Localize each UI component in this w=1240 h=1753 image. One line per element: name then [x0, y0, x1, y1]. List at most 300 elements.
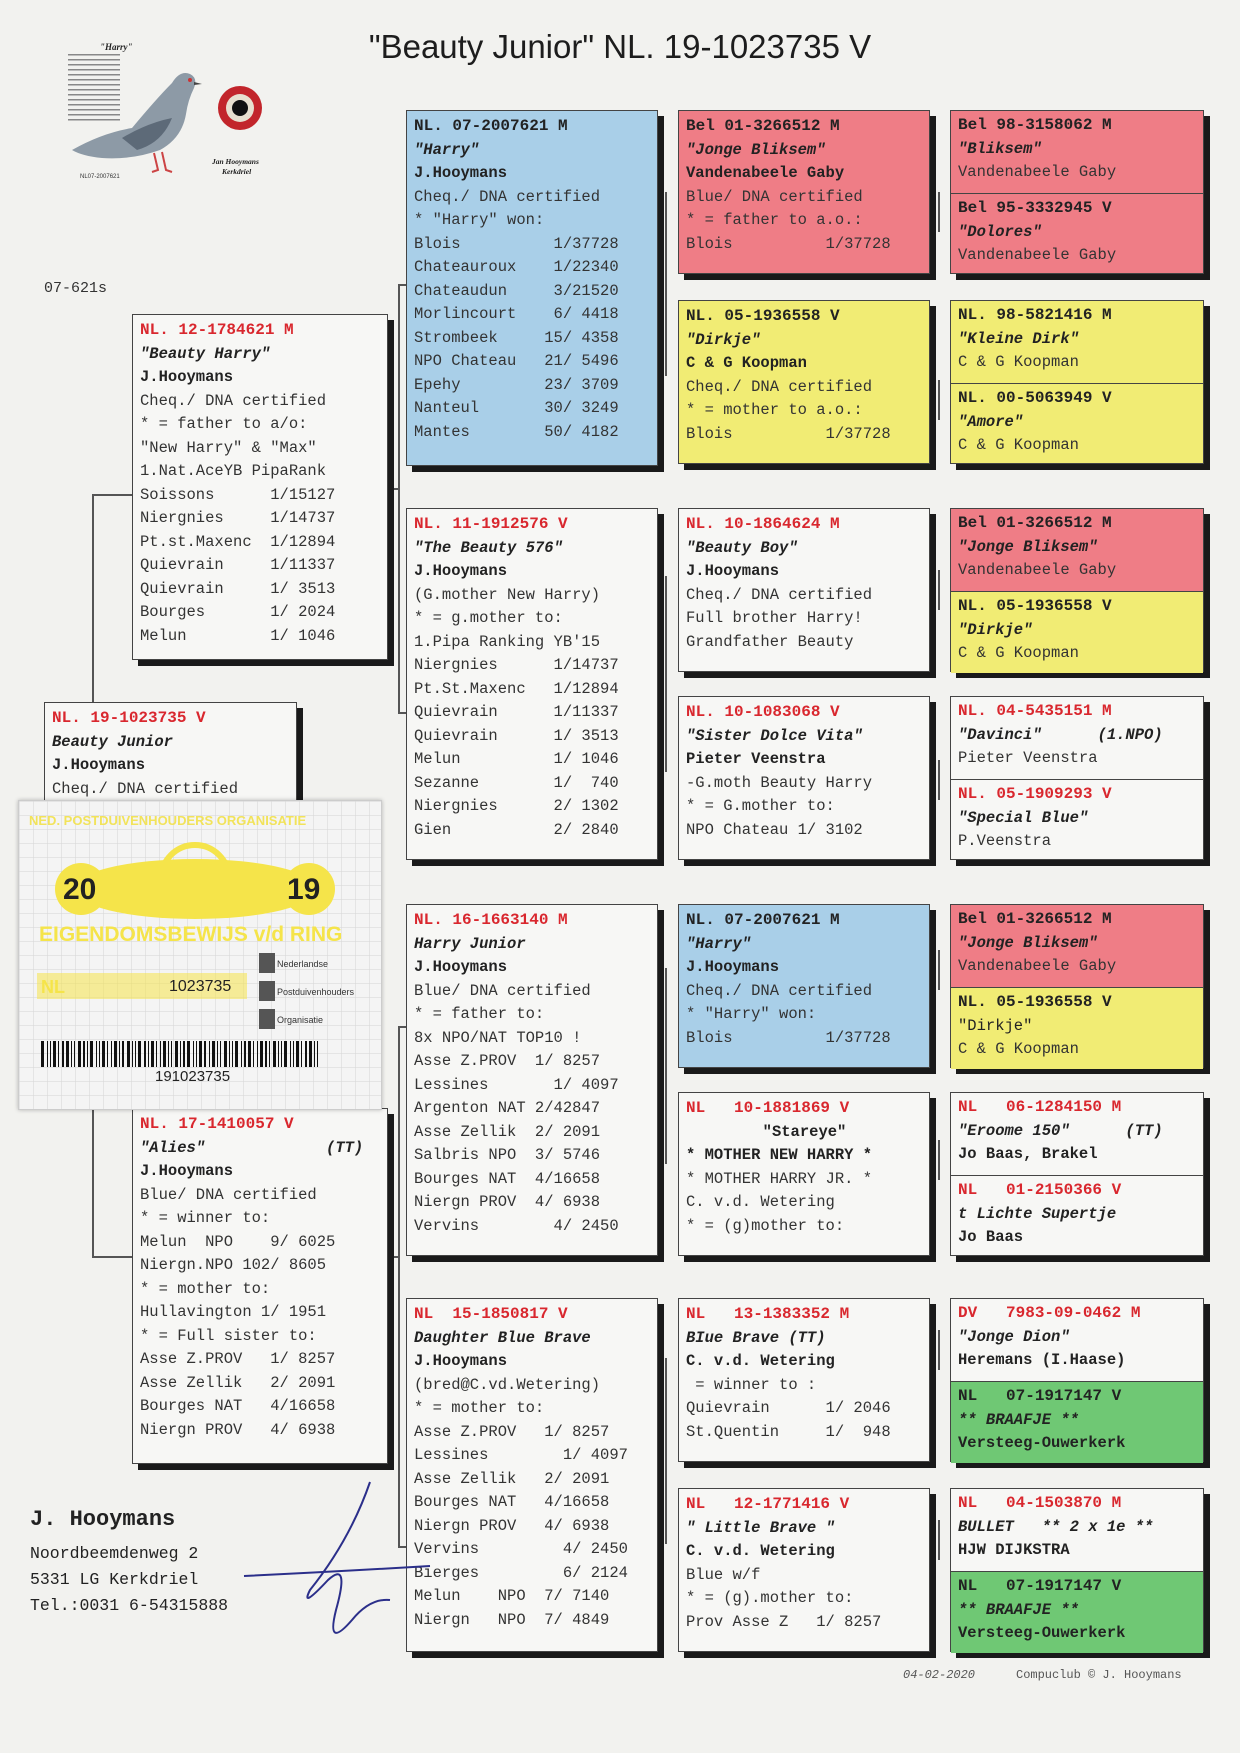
grandparent-result: Niergnies 2/ 1302	[414, 797, 619, 815]
pigeon-logo	[62, 38, 282, 198]
ancestor-note: * = (g)mother to:	[686, 1216, 845, 1235]
sire-ring: NL. 12-1784621 M	[140, 321, 294, 339]
ancestor-name: "Davinci" (1.NPO)	[958, 725, 1163, 744]
grandparent-owner: J.Hooymans	[414, 958, 508, 976]
grandparent-result: Niergn NPO 7/ 4849	[414, 1610, 610, 1629]
ancestor-owner: P.Veenstra	[958, 832, 1052, 850]
barcode-bar	[278, 1041, 279, 1067]
grandparent-result: Gien 2/ 2840	[414, 820, 619, 839]
barcode-bar	[122, 1041, 124, 1067]
dam-result: Asse Z.PROV 1/ 8257	[140, 1350, 336, 1368]
ancestor-note: Blue w/f	[686, 1565, 761, 1584]
barcode-bar	[47, 1041, 48, 1067]
ancestor-ring: NL. 05-1909293 V	[958, 785, 1112, 803]
dam-result: Hullavington 1/ 1951	[140, 1303, 327, 1321]
grandparent-note: 8x NPO/NAT TOP10 !	[414, 1028, 582, 1047]
ancestor-ring: Bel 01-3266512 M	[686, 117, 840, 135]
grandparent-result: Bierges 6/ 2124	[414, 1563, 628, 1582]
ancestor-ring: NL 10-1881869 V	[686, 1099, 850, 1117]
ancestor-name: "Harry"	[686, 934, 752, 953]
barcode-bar	[114, 1041, 117, 1067]
ancestor-ring: Bel 01-3266512 M	[958, 910, 1112, 928]
grandparent-note: * = mother to:	[414, 1399, 545, 1417]
barcode-bar	[96, 1041, 97, 1067]
barcode-bar	[317, 1041, 318, 1067]
dam-box	[132, 1108, 388, 1464]
barcode-bar	[204, 1041, 206, 1067]
connector-line	[92, 494, 132, 496]
ancestor-name: t Lichte Supertje	[958, 1204, 1117, 1223]
ancestor-owner: HJW DIJKSTRA	[958, 1541, 1070, 1559]
ancestor-owner: Vandenabeele Gaby	[958, 561, 1117, 579]
barcode-bar	[50, 1041, 51, 1067]
grandparent-result: Melun NPO 7/ 7140	[414, 1587, 610, 1605]
ring-number: 1023735	[169, 978, 232, 995]
grandparent-note: * = father to:	[414, 1005, 545, 1023]
dam-result: Bourges NAT 4/16658	[140, 1397, 336, 1415]
barcode-bar	[148, 1041, 149, 1067]
logo-ring: NL07-2007621	[80, 174, 120, 180]
barcode-bar	[168, 1041, 169, 1067]
grandparent-result: Argenton NAT 2/42847	[414, 1099, 601, 1117]
ring-heading: EIGENDOMSBEWIJS v/d RING	[39, 923, 343, 946]
ancestor-owner: Heremans (I.Haase)	[958, 1351, 1126, 1369]
ancestor-ring: NL. 10-1083068 V	[686, 703, 840, 721]
grandparent-result: Lessines 1/ 4097	[414, 1075, 619, 1094]
ancestor-owner: J.Hooymans	[686, 958, 780, 976]
pigeon-note: Cheq./ DNA certified	[52, 779, 239, 798]
grandparent-note: (G.mother New Harry)	[414, 585, 601, 604]
ancestor-name: "Dolores"	[958, 222, 1042, 241]
barcode-bar	[171, 1041, 172, 1067]
logo-bird-name: "Harry"	[100, 42, 133, 52]
ancestor-ring: NL. 05-1936558 V	[958, 993, 1112, 1011]
grandparent-result: Asse Zellik 2/ 2091	[414, 1469, 610, 1488]
ancestor-name: "Kleine Dirk"	[958, 329, 1079, 348]
footer-date: 04-02-2020	[903, 1668, 976, 1682]
ancestor-result: Blois 1/37728	[686, 234, 891, 253]
barcode-bar	[301, 1041, 302, 1067]
barcode-bar	[257, 1041, 258, 1067]
ancestor-name: "Jonge Dion"	[958, 1327, 1070, 1346]
ancestor-note: Full brother Harry!	[686, 609, 863, 627]
ancestor-pair-box	[950, 904, 1204, 1068]
barcode-bar	[217, 1041, 218, 1067]
ancestor-owner: Versteeg-Ouwerkerk	[958, 1434, 1126, 1452]
dam-owner: J.Hooymans	[140, 1162, 234, 1180]
ancestor-result: Blois 1/37728	[686, 424, 891, 443]
grandparent-result: Nanteul 30/ 3249	[414, 399, 619, 417]
barcode-bar	[209, 1041, 210, 1067]
barcode-bar	[224, 1041, 227, 1067]
barcode-bar	[248, 1041, 251, 1067]
barcode-bar	[102, 1041, 105, 1067]
grandparent-result: Vervins 4/ 2450	[414, 1540, 628, 1558]
sire-result: Niergnies 1/14737	[140, 509, 336, 527]
grandparent-result: Mantes 50/ 4182	[414, 422, 619, 441]
grandparent-box	[406, 1298, 658, 1652]
sire-note: 1.Nat.AceYB PipaRank	[140, 462, 327, 480]
barcode-bar	[78, 1041, 81, 1067]
grandparent-result: Bourges NAT 4/16658	[414, 1169, 601, 1188]
barcode-bar	[62, 1041, 64, 1067]
barcode-bar	[83, 1041, 85, 1067]
grandparent-result: Salbris NPO 3/ 5746	[414, 1146, 601, 1164]
ancestor-note: * MOTHER HARRY JR. *	[686, 1169, 873, 1188]
ancestor-name: "Jonge Bliksem"	[958, 537, 1098, 556]
grandparent-ring: NL. 16-1663140 M	[414, 911, 568, 929]
ring-side-line: Postduivenhouders	[277, 987, 355, 997]
owner-name: J. Hooymans	[30, 1507, 176, 1532]
barcode-bar	[135, 1041, 136, 1067]
dam-name: "Alies" (TT)	[140, 1138, 364, 1157]
great-grandparent-box	[678, 508, 930, 672]
ancestor-result: Quievrain 1/ 2046	[686, 1399, 891, 1417]
sire-result: Soissons 1/15127	[140, 485, 336, 504]
ancestor-pair-box	[950, 110, 1204, 274]
barcode-bar	[156, 1041, 157, 1067]
dam-note: Blue/ DNA certified	[140, 1185, 317, 1204]
ancestor-pair-box	[950, 508, 1204, 672]
great-grandparent-box	[678, 300, 930, 464]
ancestor-ring: NL 06-1284150 M	[958, 1098, 1122, 1116]
dam-result: Niergn PROV 4/ 6938	[140, 1420, 336, 1439]
ancestor-ring: NL. 05-1936558 V	[686, 307, 840, 325]
barcode-bar	[253, 1041, 254, 1067]
ancestor-owner: Jo Baas	[958, 1228, 1024, 1246]
grandparent-box	[406, 508, 658, 860]
sire-box	[132, 314, 388, 660]
signature	[240, 1480, 440, 1670]
grandparent-result: Vervins 4/ 2450	[414, 1216, 619, 1235]
barcode-bar	[229, 1041, 230, 1067]
ancestor-result: St.Quentin 1/ 948	[686, 1422, 891, 1441]
barcode-bar	[163, 1041, 166, 1067]
ancestor-result: Blois 1/37728	[686, 1028, 891, 1047]
ancestor-name: ** BRAAFJE **	[958, 1410, 1079, 1429]
owner-block	[30, 1507, 228, 1619]
grandparent-result: Asse Z.PROV 1/ 8257	[414, 1052, 601, 1070]
barcode-bar	[127, 1041, 130, 1067]
barcode-bar	[284, 1041, 287, 1067]
ancestor-ring: NL 04-1503870 M	[958, 1494, 1122, 1512]
ancestor-note: * "Harry" won:	[686, 1005, 817, 1023]
grandparent-note: 1.Pipa Ranking YB'15	[414, 632, 601, 651]
ancestor-owner: Vandenabeele Gaby	[958, 163, 1117, 181]
barcode-bar	[232, 1041, 233, 1067]
barcode-bar	[265, 1041, 267, 1067]
grandparent-result: Sezanne 1/ 740	[414, 773, 619, 792]
sire-owner: J.Hooymans	[140, 368, 234, 386]
ancestor-owner: C & G Koopman	[958, 436, 1079, 454]
barcode-bar	[273, 1041, 276, 1067]
barcode-bar	[244, 1041, 246, 1067]
ancestor-ring: NL 12-1771416 V	[686, 1495, 850, 1513]
sire-result: Pt.st.Maxenc 1/12894	[140, 532, 336, 551]
barcode-bar	[41, 1041, 44, 1067]
ancestor-name: "Jonge Bliksem"	[958, 933, 1098, 952]
ring-side-line: Organisatie	[277, 1015, 324, 1025]
ancestor-note: Cheq./ DNA certified	[686, 377, 873, 396]
barcode-bar	[74, 1041, 75, 1067]
grandparent-owner: J.Hooymans	[414, 562, 508, 580]
barcode-bar	[293, 1041, 294, 1067]
ancestor-ring: NL. 07-2007621 M	[686, 911, 840, 929]
barcode-bar	[160, 1041, 161, 1067]
sire-note: * = father to a/o:	[140, 415, 308, 433]
ancestor-note: Cheq./ DNA certified	[686, 585, 873, 604]
ancestor-pair-box	[950, 1092, 1204, 1256]
ancestor-note: Grandfather Beauty	[686, 632, 854, 651]
ancestor-owner: Jo Baas, Brakel	[958, 1145, 1098, 1163]
ring-country: NL	[41, 977, 65, 997]
great-grandparent-box	[678, 1092, 930, 1256]
ancestor-note: * = father to a.o.:	[686, 211, 863, 229]
grandparent-name: "Harry"	[414, 140, 480, 159]
barcode-bar	[199, 1041, 202, 1067]
barcode-bar	[138, 1041, 141, 1067]
barcode-bar	[314, 1041, 315, 1067]
barcode-bar	[132, 1041, 133, 1067]
grandparent-result: Quievrain 1/11337	[414, 703, 619, 721]
grandparent-ring: NL 15-1850817 V	[414, 1305, 568, 1323]
barcode-bar	[241, 1041, 242, 1067]
ancestor-ring: NL 01-2150366 V	[958, 1181, 1122, 1199]
connector-line	[665, 192, 667, 376]
barcode-bar	[71, 1041, 72, 1067]
grandparent-note: Cheq./ DNA certified	[414, 187, 601, 206]
barcode-bar	[111, 1041, 112, 1067]
barcode-number: 191023735	[155, 1068, 231, 1085]
ancestor-owner: Vandenabeele Gaby	[958, 246, 1117, 264]
ring-side-line: Nederlandse	[277, 959, 329, 969]
barcode-bar	[175, 1041, 178, 1067]
ancestor-ring: NL. 10-1864624 M	[686, 515, 840, 533]
barcode-bar	[119, 1041, 120, 1067]
ancestor-owner: J.Hooymans	[686, 562, 780, 580]
ancestor-ring: NL. 04-5435151 M	[958, 702, 1112, 720]
sire-note: Cheq./ DNA certified	[140, 391, 327, 410]
pigeon-ring: NL. 19-1023735 V	[52, 709, 206, 727]
grandparent-note: * "Harry" won:	[414, 211, 545, 229]
pigeon-box	[44, 702, 297, 802]
ancestor-owner: Vandenabeele Gaby	[686, 164, 845, 182]
owner-phone: Tel.:0031 6-54315888	[30, 1596, 229, 1615]
barcode-bar	[180, 1041, 181, 1067]
ancestor-name: "Sister Dolce Vita"	[686, 726, 863, 745]
ring-certificate	[18, 800, 382, 1110]
grandparent-result: Niergn PROV 4/ 6938	[414, 1516, 610, 1535]
ancestor-note: -G.moth Beauty Harry	[686, 773, 873, 792]
barcode-bar	[99, 1041, 100, 1067]
ancestor-name: "Dirkje"	[958, 620, 1033, 639]
logo-breeder: Jan Hooymans	[212, 157, 259, 166]
grandparent-ring: NL. 11-1912576 V	[414, 515, 568, 533]
barcode-bar	[235, 1041, 238, 1067]
grandparent-owner: J.Hooymans	[414, 164, 508, 182]
ancestor-owner: Vandenabeele Gaby	[958, 957, 1117, 975]
ancestor-name: "Special Blue"	[958, 808, 1089, 827]
ancestor-owner: C & G Koopman	[686, 354, 807, 372]
grandparent-result: Niergnies 1/14737	[414, 656, 619, 674]
ancestor-pair-box	[950, 1298, 1204, 1462]
dam-result: Asse Zellik 2/ 2091	[140, 1373, 336, 1392]
ancestor-result: Prov Asse Z 1/ 8257	[686, 1612, 882, 1631]
ancestor-ring: NL 07-1917147 V	[958, 1387, 1122, 1405]
ancestor-name: ** BRAAFJE **	[958, 1600, 1079, 1619]
ancestor-name: BULLET ** 2 x 1e **	[958, 1517, 1154, 1536]
sire-name: "Beauty Harry"	[140, 344, 271, 363]
grandparent-result: Melun 1/ 1046	[414, 750, 619, 768]
owner-address: Noordbeemdenweg 2	[30, 1544, 199, 1563]
dam-note: * = mother to:	[140, 1279, 271, 1298]
ancestor-name: "Eroome 150" (TT)	[958, 1121, 1163, 1140]
grandparent-result: Blois 1/37728	[414, 234, 619, 253]
grandparent-ring: NL. 07-2007621 M	[414, 117, 568, 135]
ancestor-owner: C & G Koopman	[958, 353, 1079, 371]
ancestor-owner: C & G Koopman	[958, 1040, 1079, 1058]
page-title: "Beauty Junior" NL. 19-1023735 V	[368, 28, 872, 65]
barcode-bar	[290, 1041, 291, 1067]
ancestor-owner: Versteeg-Ouwerkerk	[958, 1624, 1126, 1642]
ancestor-note: = winner to :	[686, 1375, 817, 1394]
connector-line	[398, 284, 400, 712]
sire-result: Melun 1/ 1046	[140, 626, 336, 645]
grandparent-note: * = g.mother to:	[414, 609, 563, 627]
ancestor-name: "Stareye"	[762, 1122, 847, 1141]
connector-line	[92, 1110, 94, 1256]
barcode-bar	[144, 1041, 146, 1067]
ancestor-pair-box	[950, 696, 1204, 860]
ring-org: NED. POSTDUIVENHOUDERS ORGANISATIE	[29, 813, 307, 828]
barcode-bar	[196, 1041, 197, 1067]
grandparent-box	[406, 110, 658, 466]
barcode-bar	[107, 1041, 108, 1067]
connector-line	[665, 1358, 667, 1544]
ancestor-owner: C & G Koopman	[958, 644, 1079, 662]
barcode-bar	[58, 1041, 59, 1067]
code-label: 07-621s	[44, 280, 108, 297]
connector-line	[92, 494, 94, 706]
connector-line	[938, 570, 940, 610]
connector-line	[398, 1026, 400, 1546]
ancestor-ring: Bel 01-3266512 M	[958, 514, 1112, 532]
grandparent-box	[406, 904, 658, 1256]
ancestor-ring: Bel 98-3158062 M	[958, 116, 1112, 134]
ancestor-note: Cheq./ DNA certified	[686, 981, 873, 1000]
connector-line	[938, 380, 940, 420]
barcode-bar	[281, 1041, 282, 1067]
barcode-bar	[183, 1041, 185, 1067]
grandparent-owner: J.Hooymans	[414, 1352, 508, 1370]
ancestor-owner: Pieter Veenstra	[686, 750, 826, 768]
ancestor-note: Blue/ DNA certified	[686, 187, 863, 206]
connector-line	[938, 1520, 940, 1560]
grandparent-result: Niergn PROV 4/ 6938	[414, 1193, 601, 1211]
connector-line	[938, 192, 940, 232]
barcode-bar	[220, 1041, 221, 1067]
barcode-bar	[151, 1041, 154, 1067]
ancestor-note: * MOTHER NEW HARRY *	[686, 1146, 873, 1164]
barcode-bar	[296, 1041, 299, 1067]
ancestor-pair-box	[950, 300, 1204, 464]
grandparent-result: Quievrain 1/ 3513	[414, 726, 619, 745]
great-grandparent-box	[678, 1298, 930, 1462]
grandparent-name: Daughter Blue Brave	[414, 1328, 591, 1347]
barcode-bar	[309, 1041, 312, 1067]
great-grandparent-box	[678, 110, 930, 274]
ancestor-owner: C. v.d. Wetering	[686, 1352, 835, 1370]
ancestor-ring: NL 07-1917147 V	[958, 1577, 1122, 1595]
grandparent-result: Pt.St.Maxenc 1/12894	[414, 679, 619, 698]
barcode-bar	[269, 1041, 270, 1067]
sire-result: Bourges 1/ 2024	[140, 603, 336, 621]
dam-result: Niergn.NPO 102/ 8605	[140, 1256, 327, 1274]
ancestor-name: "Beauty Boy"	[686, 538, 798, 557]
ancestor-ring: NL. 05-1936558 V	[958, 597, 1112, 615]
grandparent-result: Strombeek 15/ 4358	[414, 328, 619, 347]
ancestor-owner: C. v.d. Wetering	[686, 1542, 835, 1560]
connector-line	[665, 968, 667, 1164]
sire-note: "New Harry" & "Max"	[140, 438, 317, 457]
connector-line	[938, 1140, 940, 1180]
great-grandparent-box	[678, 1488, 930, 1652]
ring-year-right: 19	[287, 873, 321, 906]
sire-result: Quievrain 1/ 3513	[140, 579, 336, 598]
ancestor-pair-box	[950, 1488, 1204, 1652]
grandparent-result: NPO Chateau 21/ 5496	[414, 352, 619, 370]
sire-result: Quievrain 1/11337	[140, 556, 336, 574]
grandparent-result: Asse Z.PROV 1/ 8257	[414, 1422, 610, 1441]
ancestor-ring: DV 7983-09-0462 M	[958, 1304, 1141, 1322]
dam-note: * = Full sister to:	[140, 1326, 317, 1345]
ancestor-result: NPO Chateau 1/ 3102	[686, 820, 863, 839]
pigeon-name: Beauty Junior	[52, 732, 173, 751]
barcode-bar	[187, 1041, 190, 1067]
footer-credit: Compuclub © J. Hooymans	[1016, 1668, 1182, 1682]
grandparent-result: Epehy 23/ 3709	[414, 375, 619, 394]
ancestor-name: " Little Brave "	[686, 1518, 835, 1537]
ancestor-ring: NL 13-1383352 M	[686, 1305, 850, 1323]
ring-year-left: 20	[63, 873, 97, 906]
ancestor-ring: Bel 95-3332945 V	[958, 199, 1112, 217]
great-grandparent-box	[678, 904, 930, 1068]
pigeon-owner: J.Hooymans	[52, 756, 146, 774]
logo-place: Kerkdriel	[222, 167, 252, 176]
grandparent-result: Bourges NAT 4/16658	[414, 1493, 610, 1511]
grandparent-result: Asse Zellik 2/ 2091	[414, 1122, 601, 1141]
grandparent-result: Morlincourt 6/ 4418	[414, 305, 619, 323]
ancestor-owner: C. v.d. Wetering	[686, 1193, 835, 1211]
grandparent-result: Lessines 1/ 4097	[414, 1446, 628, 1464]
dam-result: Melun NPO 9/ 6025	[140, 1232, 336, 1251]
grandparent-name: Harry Junior	[414, 934, 526, 953]
dam-ring: NL. 17-1410057 V	[140, 1115, 294, 1133]
ancestor-name: "Bliksem"	[958, 139, 1042, 158]
connector-line	[938, 760, 940, 800]
barcode-bar	[90, 1041, 93, 1067]
ancestor-name: "Dirkje"	[686, 330, 761, 349]
connector-line	[938, 1330, 940, 1370]
ancestor-name: "Amore"	[958, 412, 1024, 431]
ancestor-name: BIue Brave (TT)	[686, 1328, 826, 1347]
ancestor-owner: Pieter Veenstra	[958, 749, 1098, 767]
barcode-bar	[193, 1041, 194, 1067]
ancestor-note: * = G.mother to:	[686, 797, 835, 815]
ancestor-name: "Dirkje"	[958, 1016, 1033, 1035]
barcode-bar	[87, 1041, 88, 1067]
ancestor-note: * = mother to a.o.:	[686, 401, 863, 419]
